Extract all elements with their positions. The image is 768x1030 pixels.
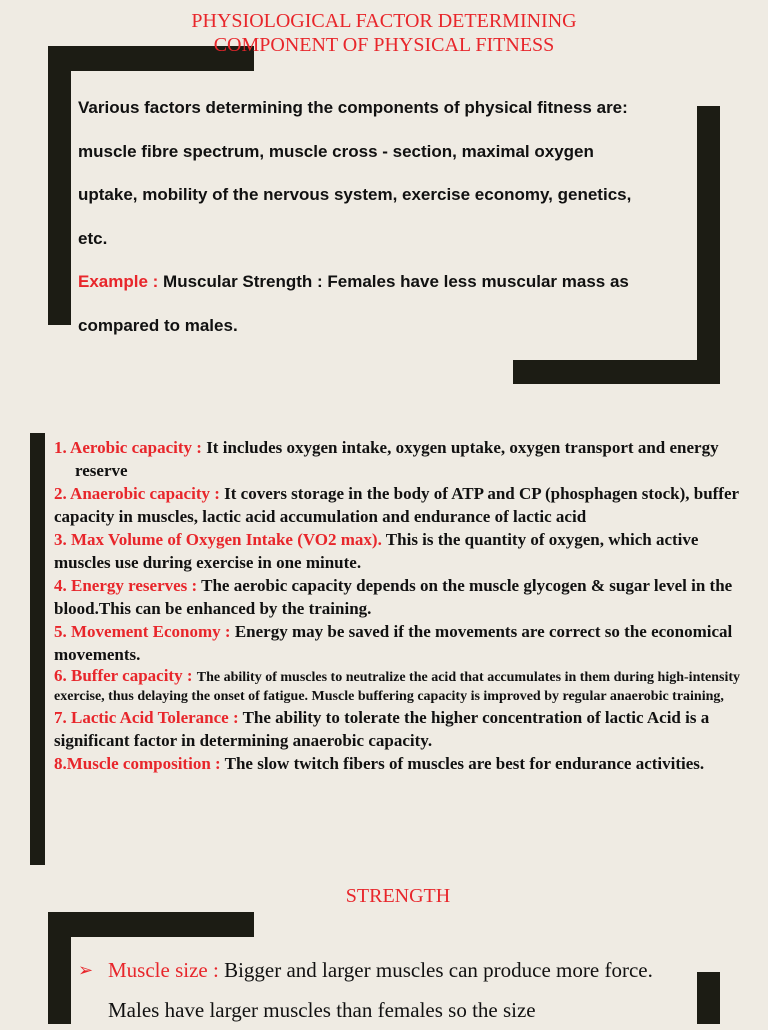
title-line-1: PHYSIOLOGICAL FACTOR DETERMINING (191, 10, 577, 32)
factor-text: Energy may be saved if the movements are correct so the economical movements. (54, 622, 733, 664)
frame-bar-right-vertical (697, 106, 720, 384)
intro-line: muscle fibre spectrum, muscle cross - section, maximal oxygen (78, 141, 594, 161)
intro-line: uptake, mobility of the nervous system, exercise economy, genetics, (78, 185, 632, 205)
frame-bar-bottom-left-vertical (48, 912, 71, 1024)
factor-text: It covers storage in the body of ATP and CP (phosphagen stock), buffer capacity in muscles, lactic acid accumulation and endurance of lactic acid (54, 484, 739, 526)
example-line: compared to males. (78, 315, 238, 335)
factor-label: 1. Aerobic capacity : (54, 438, 207, 457)
strength-bullet (78, 950, 678, 1030)
frame-bar-bottom-right-horizontal (513, 360, 720, 384)
factor-text: The aerobic capacity depends on the muscle glycogen & sugar level in the blood.This can be enhanced by the training. (54, 576, 733, 618)
factor-label: 6. Buffer capacity : (54, 666, 197, 685)
factor-text: The slow twitch fibers of muscles are best for endurance activities. (224, 754, 705, 773)
example-line (78, 260, 678, 304)
example-text: Muscular Strength : Females have less muscular mass as (163, 272, 629, 292)
factor-label: 4. Energy reserves : (54, 576, 202, 595)
factor-label: 3. Max Volume of Oxygen Intake (VO2 max). (54, 530, 386, 549)
intro-line: etc. (78, 228, 108, 248)
factor-text: The ability of muscles to neutralize the acid that accumulates in them during high-intensity exercise, thus delaying the onset of fatigue. Muscle buffering capacity is improved by regular anaerobic training, (54, 670, 741, 704)
factor-text: The ability to tolerate the higher concentration of lactic Acid is a significant factor in determining anaerobic capacity. (54, 708, 710, 750)
factor-label: 8.Muscle composition : (54, 754, 225, 773)
list-item (54, 436, 759, 482)
factor-label: 7. Lactic Acid Tolerance : (54, 708, 243, 727)
factor-label: 2. Anaerobic capacity : (54, 484, 225, 503)
frame-bar-bottom-left-horizontal (48, 912, 254, 937)
list-item (54, 752, 759, 775)
factor-label: 5. Movement Economy : (54, 622, 235, 641)
page-title (0, 9, 768, 57)
example-label: Example : (78, 272, 164, 292)
bullet-text-block (78, 950, 678, 1030)
list-side-bar (30, 433, 45, 865)
frame-bar-top-left-vertical (48, 46, 71, 325)
list-item (54, 666, 759, 706)
frame-bar-bottom-right-vertical (697, 972, 720, 1024)
list-item (54, 482, 759, 528)
list-item (54, 706, 759, 752)
factors-list (54, 436, 759, 775)
factor-text: It includes oxygen intake, oxygen uptake, oxygen transport and energy reserve (75, 438, 719, 480)
bullet-label: Muscle size : (108, 958, 225, 982)
list-item (54, 528, 759, 574)
list-item (54, 620, 759, 666)
intro-line: Various factors determining the components of physical fitness are: (78, 98, 628, 117)
bullet-text: Bigger and larger muscles can produce more force. Males have larger muscles than females so the size (108, 958, 653, 1022)
list-item (54, 574, 759, 620)
factor-text: This is the quantity of oxygen, which active muscles use during exercise in one minute. (54, 530, 699, 572)
strength-heading: STRENGTH (345, 885, 451, 907)
arrow-bullet-icon: ➢ (78, 960, 94, 980)
intro-text-block (78, 86, 678, 348)
title-line-2: COMPONENT OF PHYSICAL FITNESS (213, 34, 555, 56)
